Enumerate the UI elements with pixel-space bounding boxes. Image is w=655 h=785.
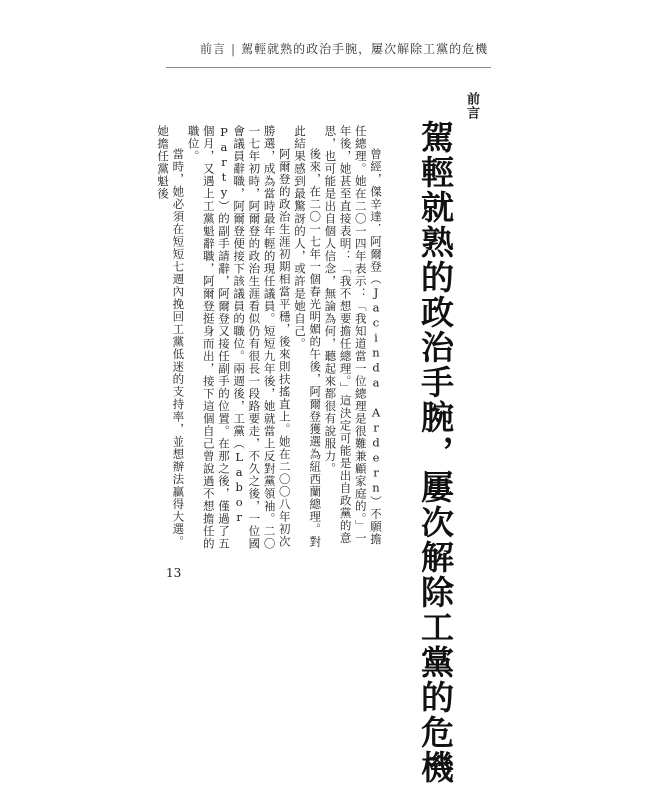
paragraph-1: 曾經，傑辛達．阿爾登（Jacinda Ardern）不願擔任總理。她在二〇一四年表示：「我知道當一位總理是很難兼顧家庭的。」一年後，她甚至直接表明：「我不想要擔任總理。」這決定可能是出自政黨的意思，也可能是出自個人信念，無論為何，聽起來都很有說服力。 (323, 125, 383, 546)
paragraph-3: 阿爾登的政治生涯初期相當平穩，後來則扶搖直上。她在二〇〇八年初次勝選，成為當時最年輕的現任議員。短短九年後，她就當上反對黨領袖。二〇一七年初時，阿爾登的政治生涯看似仍有很長一段路要走，不久之後，一位國會議員辭職，阿爾登便接下該議員的職位。兩週後，工黨（Labor Party）的副手請辭，阿爾登又接任副手的位置。在那之後，僅過了五個月，又遇上工黨魁辭職，阿爾登挺身而出，接下這個自己曾說過不想擔任的職位。 (186, 125, 292, 550)
paragraph-4: 當時，她必須在短短七週內挽回工黨低迷的支持率，並想辦法贏得大選。她擔任黨魁後 (156, 125, 186, 548)
header-rule (166, 67, 491, 68)
chapter-title: 駕輕就熟的政治手腕，屢次解除工黨的危機 (416, 120, 455, 785)
chapter-label: 前言 (464, 92, 479, 120)
running-header-title: 駕輕就熟的政治手腕，屢次解除工黨的危機 (241, 42, 489, 56)
body-text (156, 125, 383, 555)
paragraph-2: 後來，在二〇一七年一個春光明媚的午後，阿爾登獲選為紐西蘭總理。對此結果感到最驚訝的人，或許是她自己。 (292, 125, 323, 548)
running-header (200, 40, 488, 57)
running-header-separator: | (231, 42, 237, 56)
page-number: 13 (166, 566, 182, 580)
running-header-section: 前言 (200, 42, 227, 56)
